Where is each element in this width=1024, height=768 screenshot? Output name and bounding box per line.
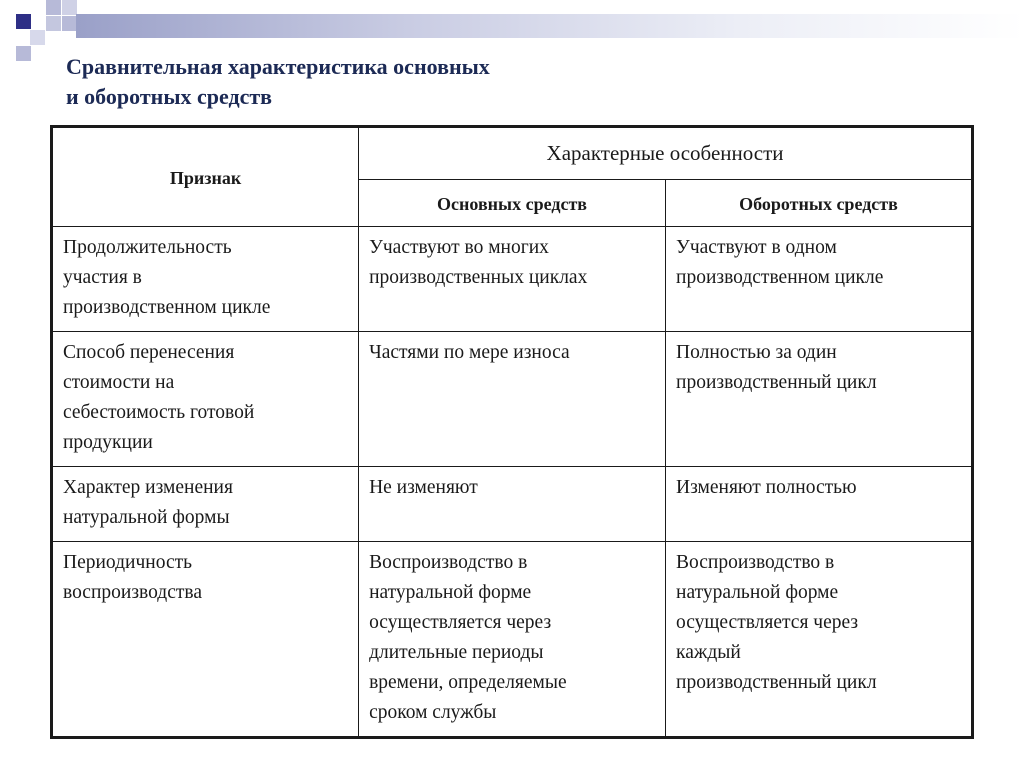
decor-square-light-1: [46, 0, 61, 15]
row-fixed-cell: [359, 542, 666, 738]
row-fixed-text: Частями по мере износа: [369, 342, 570, 363]
row-current-cell: [666, 542, 973, 738]
row-fixed-cell: [359, 332, 666, 467]
decor-square-light-2: [62, 0, 77, 15]
row-current-cell: [666, 332, 973, 467]
row-feature-text: Периодичность воспроизводства: [63, 552, 203, 603]
table-row: [52, 467, 973, 542]
row-current-text: Полностью за один производственный цикл: [676, 342, 877, 393]
table-row: [52, 227, 973, 332]
row-feature-cell: [52, 542, 359, 738]
row-feature-cell: [52, 227, 359, 332]
row-fixed-text: Воспроизводство в натуральной форме осуществляется через длительные периоды времени, определяемые сроком службы: [369, 552, 567, 723]
table-header-row-1: [52, 127, 973, 180]
row-current-cell: [666, 467, 973, 542]
decor-square-light-4: [62, 16, 77, 31]
decor-gradient-bar: [76, 14, 1024, 38]
row-fixed-cell: [359, 467, 666, 542]
row-current-text: Участвуют в одном производственном цикле: [676, 237, 884, 288]
row-feature-cell: [52, 332, 359, 467]
table-row: [52, 542, 973, 738]
comparison-table: [50, 125, 974, 739]
header-current-assets: Оборотных средств: [666, 180, 973, 227]
decor-square-dark-1: [16, 14, 31, 29]
row-fixed-cell: [359, 227, 666, 332]
row-feature-text: Характер изменения натуральной формы: [63, 477, 233, 528]
header-fixed-assets: Основных средств: [359, 180, 666, 227]
page-title-line-2: и оборотных средств: [66, 84, 273, 109]
row-fixed-text: Не изменяют: [369, 477, 478, 498]
decor-square-light-6: [16, 46, 31, 61]
row-current-text: Воспроизводство в натуральной форме осуществляется через каждый производственный цикл: [676, 552, 877, 693]
page-title: [66, 52, 490, 112]
row-feature-cell: [52, 467, 359, 542]
row-feature-text: Способ перенесения стоимости на себестоимость готовой продукции: [63, 342, 255, 453]
page-title-line-1: Сравнительная характеристика основных: [66, 54, 490, 79]
row-fixed-text: Участвуют во многих производственных циклах: [369, 237, 588, 288]
row-feature-text: Продолжительность участия в производственном цикле: [63, 237, 271, 318]
decor-square-light-3: [46, 16, 61, 31]
decor-square-light-5: [30, 30, 45, 45]
table-row: [52, 332, 973, 467]
header-feature: Признак: [52, 127, 359, 227]
header-characteristics: Характерные особенности: [359, 127, 973, 180]
row-current-cell: [666, 227, 973, 332]
row-current-text: Изменяют полностью: [676, 477, 857, 498]
